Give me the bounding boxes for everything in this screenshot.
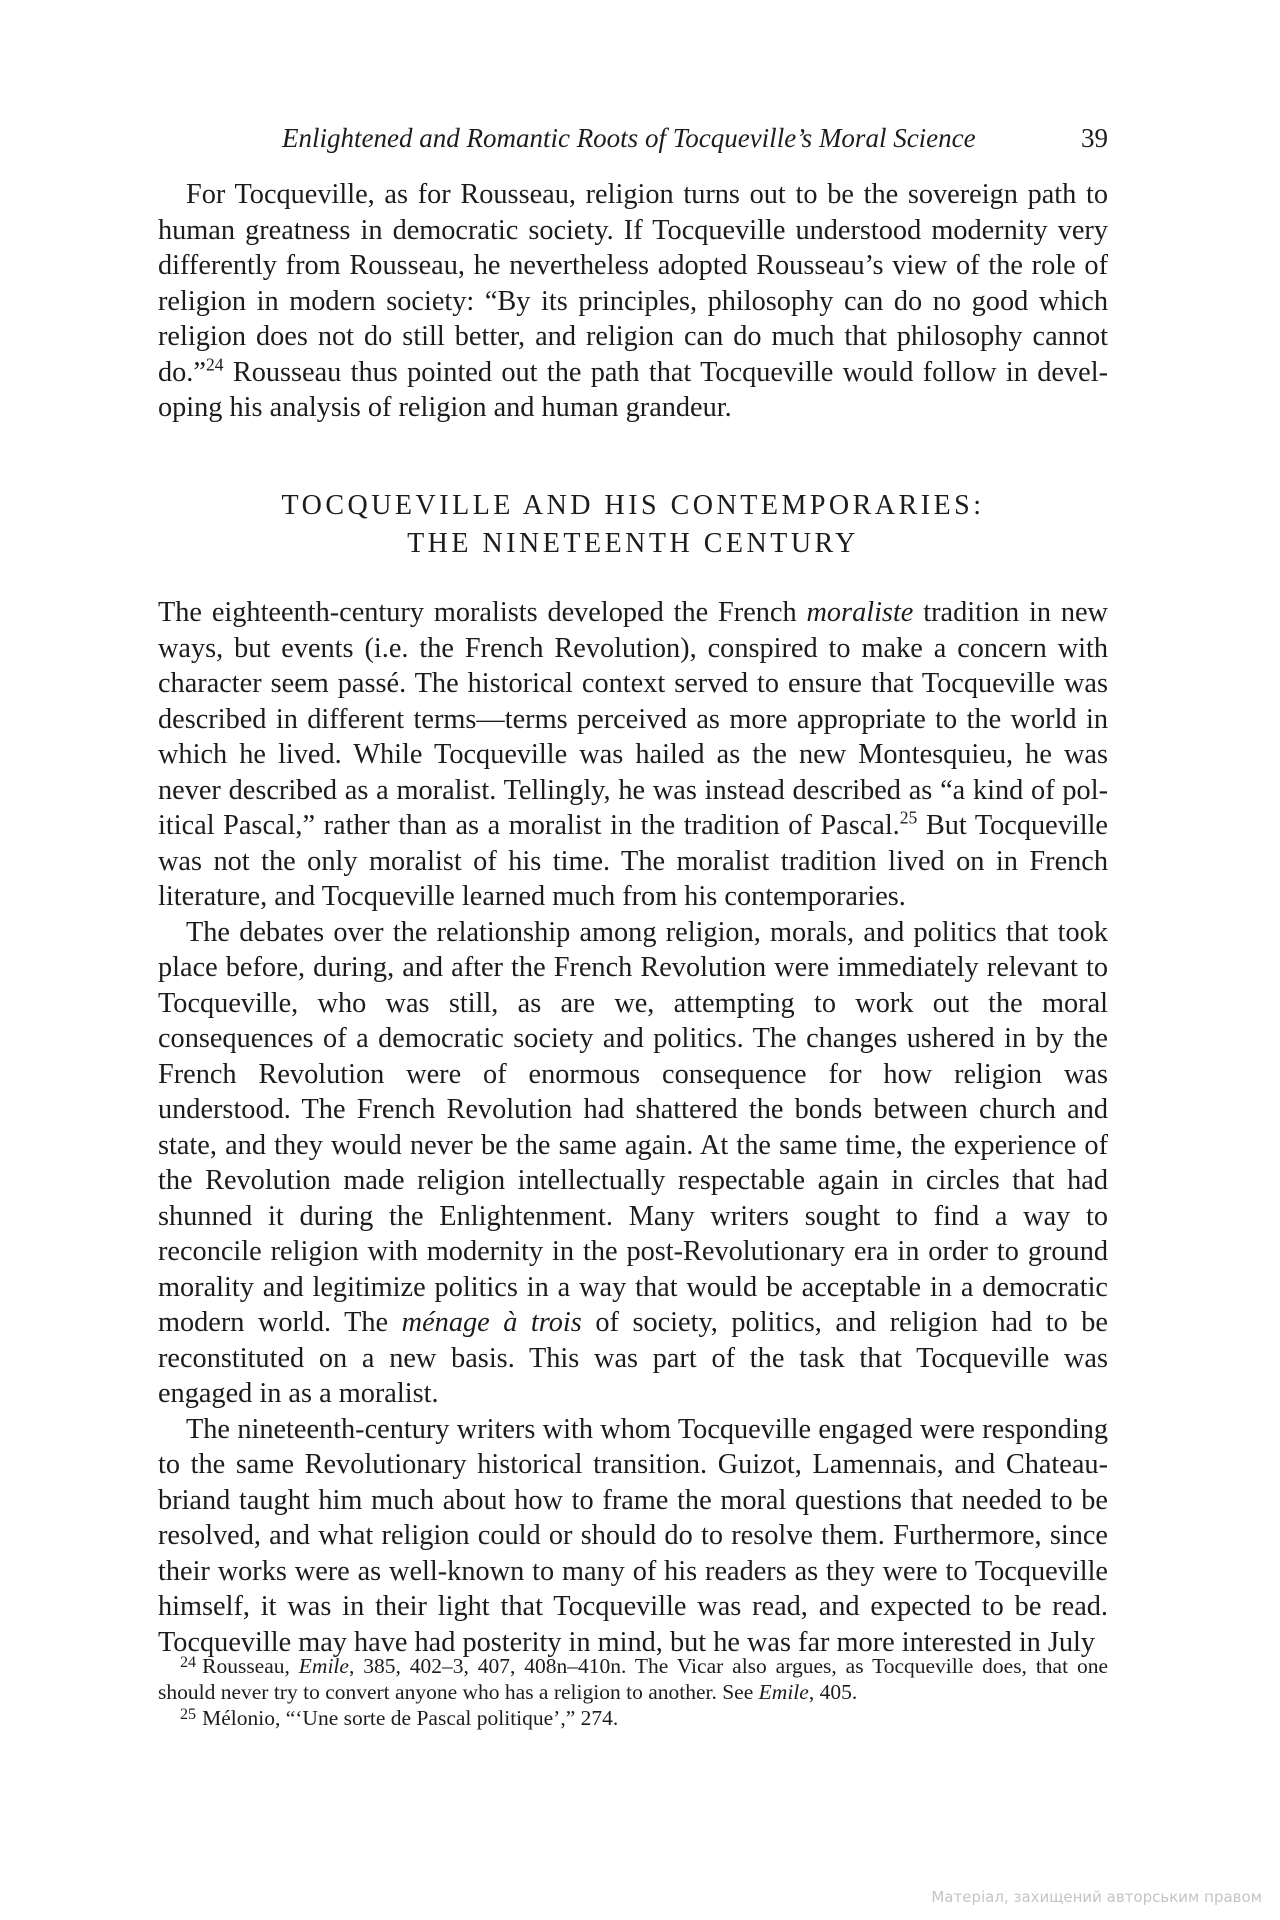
running-head <box>158 118 1108 158</box>
paragraph: For Tocqueville, as for Rousseau, religion turns out to be the sovereign path to human greatness in democratic society. If Tocqueville understood modernity very differently from Rousseau, he nevertheless adopted Rousseau’s view of the role of religion in modern society: “By its principles, philosophy can do no good which religion does not do still better, and religion can do much that philosophy cannot do.”$^{24}$ Rousseau thus pointed out the path that Tocqueville would follow in developing his analysis of religion and human grandeur. <box>158 179 1108 423</box>
footnote-text: Mélonio, “‘Une sorte de Pascal politique’,” 274. <box>202 1706 619 1730</box>
footnote-text: Rousseau, Emile, 385, 402–3, 407, 408n–410n. The Vicar also argues, as Tocqueville does, that one should never try to convert anyone who has a religion to another. See Emile, 405. <box>158 1654 1108 1704</box>
paragraph: The nineteenth-century writers with whom Tocqueville engaged were responding to the same Revolutionary historical transition. Guizot, Lamennais, and Chateaubriand taught him much about how to frame the moral questions that needed to be resolved, and what religion could or should do to resolve them. Furthermore, since their works were as well-known to many of his readers as they were to Tocqueville himself, it was in their light that Tocqueville was read, and expected to be read. Tocqueville may have had posterity in mind, but he was far more interested in July <box>158 1413 1108 1658</box>
copyright-watermark: Матеріал, захищений авторським правом <box>931 1888 1262 1906</box>
section-heading-line: THE NINETEENTH CENTURY <box>407 528 859 559</box>
body-text-top <box>158 177 1108 426</box>
footnote-mark: 25 <box>180 1706 197 1724</box>
paragraph: The debates over the relationship among religion, morals, and politics that took place before, during, and after the French Revolution were immediately relevant to Tocqueville, who was still, as are we, attempting to work out the moral consequences of a democratic society and politics. The changes ushered in by the French Revolution were of enormous consequence for how religion was understood. The French Revolution had shattered the bonds between church and state, and they would never be the same again. At the same time, the experience of the Revolution made religion intellectually respectable again in circles that had shunned it during the Enlightenment. Many writers sought to find a way to reconcile religion with modernity in the post-Revolutionary era in order to ground morality and legitimize politics in a way that would be acceptable in a democratic modern world. The ménage à trois of society, politics, and religion had to be reconstituted on a new basis. This was part of the task that Tocqueville was engaged in as a moralist. <box>158 916 1108 1409</box>
footnote <box>158 1653 1108 1705</box>
page-number: 39 <box>1081 123 1108 153</box>
section-heading <box>158 487 1108 563</box>
section-heading-line: TOCQUEVILLE AND HIS CONTEMPORARIES: <box>281 490 985 521</box>
footnotes <box>158 1653 1108 1731</box>
body-text-bottom <box>158 595 1108 1660</box>
running-title: Enlightened and Romantic Roots of Tocqueville’s Moral Science <box>282 123 976 153</box>
footnote-mark: 24 <box>180 1654 197 1672</box>
paragraph: The eighteenth-century moralists developed the French moraliste tradition in new ways, but events (i.e. the French Revolution), conspired to make a concern with character seem passé. The historical context served to ensure that Tocqueville was described in different terms—terms perceived as more appropriate to the world in which he lived. While Tocqueville was hailed as the new Montesquieu, he was never described as a moralist. Tellingly, he was instead described as “a kind of political Pascal,” rather than as a moralist in the tradition of Pascal.$^{25}$ But Tocqueville was not the only moralist of his time. The moralist tradition lived on in French literature, and Tocqueville learned much from his contemporaries. <box>158 597 1108 912</box>
footnote <box>158 1705 1108 1731</box>
